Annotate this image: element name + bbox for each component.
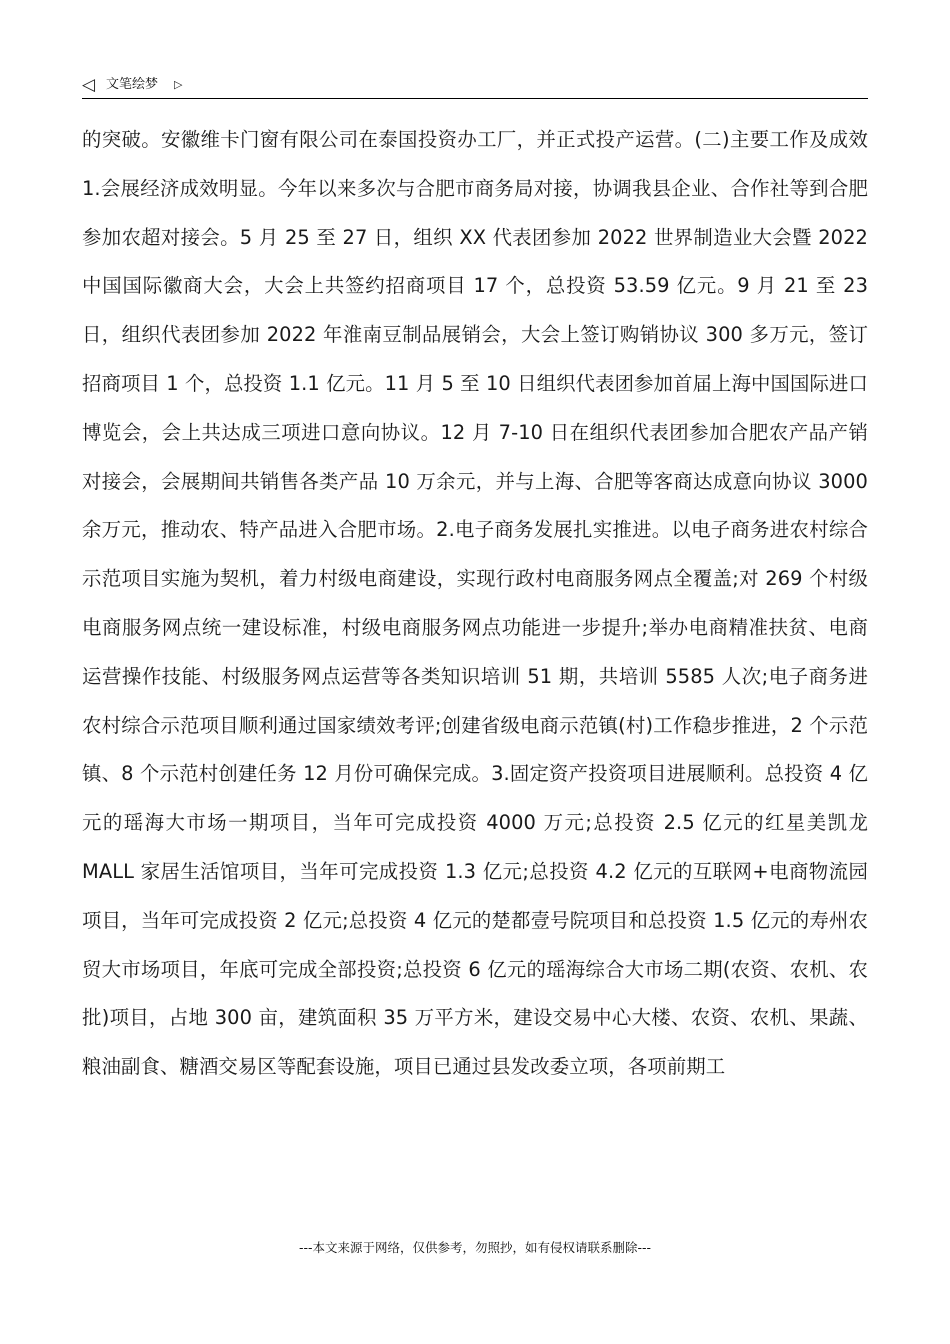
header-brand: 文笔绘梦 [106, 77, 159, 92]
page-footer: ---本文来源于网络，仅供参考，勿照抄，如有侵权请联系删除--- [298, 1240, 652, 1255]
triangle-right-icon: ▷ [174, 78, 183, 91]
body-paragraph: 的突破。安徽维卡门窗有限公司在泰国投资办工厂，并正式投产运营。(二)主要工作及成效 1.会展经济成效明显。今年以来多次与合肥市商务局对接，协调我县企业、合作社等到合肥参加农超对接会。5 月 25 至 27 日，组织 XX 代表团参加 2022 世界制造业大会暨 2022 中国国际徽商大会，大会上共签约招商项目 17 个，总投资 53.59 亿元。9 月 21 至 23 日，组织代表团参加 2022 年淮南豆制品展销会，大会上签订购销协议 300 多万元，签订招商项目 1 个，总投资 1.1 亿元。11 月 5 至 10 日组织代表团参加首届上海中国国际进口博览会，会上共达成三项进口意向协议。12 月 7-10 日在组织代表团参加合肥农产品产销对接会，会展期间共销售各类产品 10 万余元，并与上海、合肥等客商达成意向协议 3000 余万元，推动农、特产品进入合肥市场。2.电子商务发展扎实推进。以电子商务进农村综合示范项目实施为契机，着力村级电商建设，实现行政村电商服务网点全覆盖;对 269 个村级电商服务网点统一建设标准，村级电商服务网点功能进一步提升;举办电商精准扶贫、电商运营操作技能、村级服务网点运营等各类知识培训 51 期，共培训 5585 人次;电子商务进农村综合示范项目顺利通过国家绩效考评;创建省级电商示范镇(村)工作稳步推进，2 个示范镇、8 个示范村创建任务 12 月份可确保完成。3.固定资产投资项目进展顺利。总投资 4 亿元的瑶海大市场一期项目，当年可完成投资 4000 万元;总投资 2.5 亿元的红星美凯龙 MALL 家居生活馆项目，当年可完成投资 1.3 亿元;总投资 4.2 亿元的互联网+电商物流园项目，当年可完成投资 2 亿元;总投资 4 亿元的楚都壹号院项目和总投资 1.5 亿元的寿州农贸大市场项目，年底可完成全部投资;总投资 6 亿元的瑶海综合大市场二期(农资、农机、农批)项目，占地 300 亩，建筑面积 35 万平方米，建设交易中心大楼、农资、农机、果蔬、粮油副食、糖酒交易区等配套设施，项目已通过县发改委立项，各项前期工 [82, 128, 868, 1079]
triangle-left-icon: ◁ [82, 75, 96, 95]
page-header [82, 74, 868, 99]
